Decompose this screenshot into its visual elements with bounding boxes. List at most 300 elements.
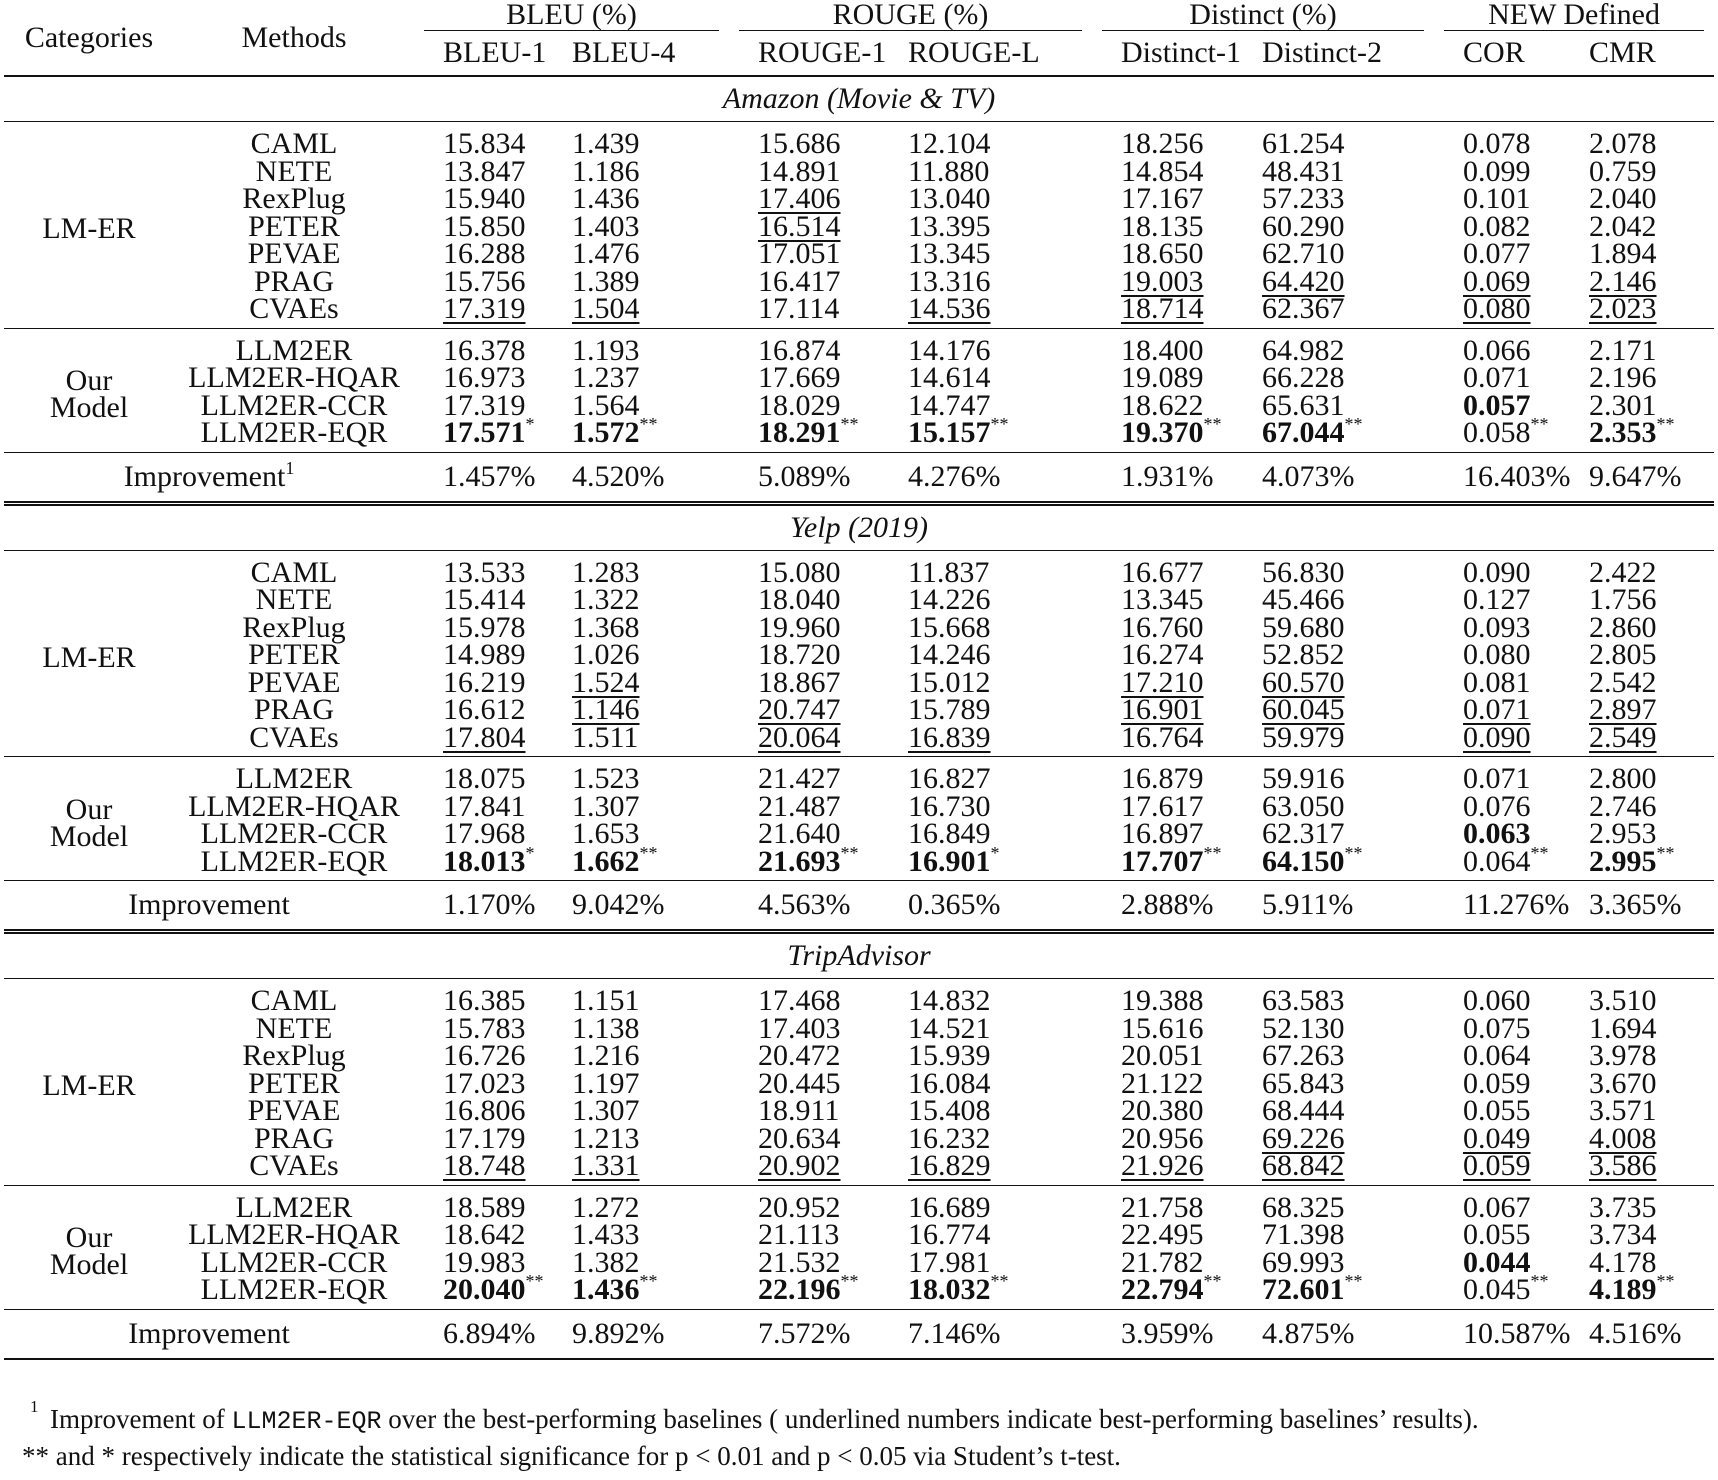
- cell-value: [1434, 388, 1575, 422]
- cell-value: [1092, 1121, 1248, 1155]
- cell-value: [414, 414, 558, 452]
- value-text: 15.756: [443, 264, 526, 298]
- value-text: 1.368: [572, 610, 640, 644]
- value-text: 13.316: [908, 264, 991, 298]
- value-text: 20.472: [758, 1039, 841, 1072]
- value-text: 22.495: [1121, 1218, 1204, 1251]
- cell-value: [1575, 638, 1714, 671]
- cell-value: [1434, 1039, 1575, 1072]
- value-text: 57.233: [1262, 182, 1345, 215]
- table-row: [4, 240, 1714, 268]
- value-text: 16.232: [908, 1121, 991, 1155]
- cell-value: [1092, 842, 1248, 881]
- value-text: 21.782: [1121, 1245, 1204, 1279]
- value-text: 15.939: [908, 1039, 991, 1072]
- improvement-value: 3.365%: [1575, 881, 1714, 932]
- significance-mark: **: [1344, 1271, 1363, 1291]
- value-text: 21.926: [1121, 1149, 1204, 1182]
- cell-value: [414, 1121, 558, 1155]
- category-our-model: [4, 328, 174, 452]
- cell-value: [1248, 1094, 1434, 1127]
- new-defined-group-header: NEW Defined: [1434, 0, 1714, 31]
- cell-value: [1434, 209, 1575, 243]
- method-name: PRAG: [253, 264, 335, 298]
- value-text: 14.521: [908, 1011, 991, 1045]
- table-row: [4, 1015, 1714, 1043]
- cell-value: [894, 182, 1092, 215]
- table-row: [4, 979, 1714, 1015]
- value-text: 17.707: [1121, 844, 1204, 878]
- value-text: 14.246: [908, 638, 991, 671]
- value-text: 14.891: [758, 154, 841, 188]
- value-text: 1.662: [572, 844, 640, 878]
- significance-mark: **: [990, 414, 1009, 434]
- method-name: CVAEs: [249, 720, 339, 754]
- method-name: PETER: [248, 209, 340, 243]
- cell-value: [1248, 757, 1434, 793]
- improvement-label: [4, 881, 414, 932]
- value-text: 17.179: [443, 1121, 526, 1155]
- cell-value: [1434, 693, 1575, 726]
- cell-value: [558, 693, 729, 726]
- improvement-value: 9.042%: [558, 881, 729, 932]
- significance-mark: **: [1656, 414, 1675, 434]
- cell-value: [729, 361, 894, 394]
- value-text: 13.533: [443, 555, 526, 589]
- cell-value: [1575, 1011, 1714, 1045]
- cell-value: [894, 264, 1092, 298]
- cell-value: [729, 264, 894, 298]
- value-text: 0.059: [1463, 1149, 1531, 1182]
- value-text: 62.317: [1262, 817, 1345, 850]
- significance-mark: **: [639, 1271, 658, 1291]
- cell-value: [1248, 1185, 1434, 1224]
- cell-value: [1248, 154, 1434, 188]
- value-text: 14.854: [1121, 154, 1204, 188]
- value-text: 16.378: [443, 333, 526, 367]
- cell-value: [1092, 1149, 1248, 1185]
- value-text: 16.829: [908, 1149, 991, 1182]
- cell-value: [1434, 1245, 1575, 1279]
- significance-mark: **: [1530, 414, 1549, 434]
- cell-value: [414, 979, 558, 1015]
- cell-value: [1575, 1121, 1714, 1155]
- cell-value: [1248, 979, 1434, 1015]
- value-text: 62.710: [1262, 237, 1345, 270]
- value-text: 3.978: [1589, 1039, 1657, 1072]
- value-text: 72.601: [1262, 1273, 1345, 1306]
- cell-value: [1575, 817, 1714, 850]
- cell-value: [894, 414, 1092, 452]
- dataset-title: Amazon (Movie & TV): [4, 76, 1714, 122]
- value-text: 14.614: [908, 361, 991, 394]
- value-text: 16.612: [443, 693, 526, 726]
- value-text: 13.395: [908, 209, 991, 243]
- value-text: 18.589: [443, 1190, 526, 1224]
- category-our-model: [4, 1185, 174, 1309]
- value-text: 2.422: [1589, 555, 1657, 589]
- cell-value: [1434, 292, 1575, 328]
- cell-value: [1434, 720, 1575, 757]
- value-text: 66.228: [1262, 361, 1345, 394]
- value-text: 45.466: [1262, 583, 1345, 616]
- significance-mark: **: [1656, 1271, 1675, 1291]
- table-row: [4, 1221, 1714, 1249]
- cell-value: [1575, 264, 1714, 298]
- value-text: 0.063: [1463, 817, 1531, 850]
- value-text: 17.571: [443, 416, 526, 449]
- cell-value: [558, 361, 729, 394]
- metric-header-rougel: ROUGE-L: [908, 36, 1040, 69]
- cell-value: [894, 292, 1092, 328]
- cell-value: [1575, 1245, 1714, 1279]
- value-text: 0.099: [1463, 154, 1531, 188]
- cell-value: [1575, 122, 1714, 158]
- cell-value: [894, 1185, 1092, 1224]
- table-row: [4, 550, 1714, 586]
- cell-value: [1575, 789, 1714, 823]
- significance-mark: **: [840, 1271, 859, 1291]
- cell-value: [558, 638, 729, 671]
- cell-value: [1434, 550, 1575, 589]
- improvement-value: 11.276%: [1434, 881, 1575, 932]
- methods-header: Methods: [241, 20, 347, 54]
- cell-value: [729, 583, 894, 616]
- improvement-label: [4, 1309, 414, 1359]
- footnote-1-suffix: over the best-performing baselines ( underlined numbers indicate best-performing baselines’ results).: [381, 1404, 1479, 1434]
- cell-value: [894, 842, 1092, 881]
- value-text: 0.080: [1463, 292, 1531, 325]
- improvement-row: [4, 881, 1714, 932]
- value-text: 68.444: [1262, 1094, 1345, 1127]
- method-name: LLM2ER-HQAR: [188, 361, 400, 394]
- cell-value: [1092, 1039, 1248, 1072]
- table-row: [4, 848, 1714, 881]
- cell-value: [414, 1011, 558, 1045]
- cell-value: [1248, 1011, 1434, 1045]
- value-text: 0.078: [1463, 127, 1531, 160]
- cell-value: [1092, 328, 1248, 367]
- value-text: 0.077: [1463, 237, 1531, 270]
- cell-value: [414, 237, 558, 270]
- value-text: 15.978: [443, 610, 526, 644]
- value-text: 1.213: [572, 1121, 640, 1155]
- cell-value: [1248, 842, 1434, 881]
- value-text: 13.847: [443, 154, 526, 188]
- cell-value: [894, 583, 1092, 616]
- cell-value: [1092, 1185, 1248, 1224]
- table-row: [4, 1042, 1714, 1070]
- footnote-1: [22, 1397, 1712, 1439]
- cell-value: [1575, 550, 1714, 589]
- value-text: 68.325: [1262, 1190, 1345, 1224]
- value-text: 21.427: [758, 762, 841, 795]
- cell-value: [1575, 1149, 1714, 1185]
- value-text: 48.431: [1262, 154, 1345, 188]
- value-text: 3.735: [1589, 1190, 1657, 1224]
- cell-value: [1434, 1094, 1575, 1127]
- categories-header: Categories: [24, 20, 154, 54]
- value-text: 11.837: [908, 555, 990, 589]
- cell-value: [1248, 720, 1434, 757]
- value-text: 0.076: [1463, 789, 1531, 823]
- value-text: 1.382: [572, 1245, 640, 1279]
- value-text: 16.973: [443, 361, 526, 394]
- footnote-1-code: LLM2ER-EQR: [231, 1407, 382, 1436]
- cell-value: [729, 693, 894, 726]
- table-row: [4, 158, 1714, 186]
- metric-header-bleu1: BLEU-1: [443, 36, 547, 69]
- cell-value: [1248, 583, 1434, 616]
- improvement-label: [4, 452, 414, 503]
- improvement-value: 1.457%: [414, 452, 558, 503]
- improvement-value: 0.365%: [894, 881, 1092, 932]
- cell-value: [1092, 550, 1248, 589]
- table-row: [4, 1125, 1714, 1153]
- value-text: 17.968: [443, 817, 526, 850]
- value-text: 16.901: [1121, 693, 1204, 726]
- table-row: [4, 696, 1714, 724]
- cell-value: [729, 979, 894, 1015]
- value-text: 0.057: [1463, 388, 1531, 422]
- method-name: CAML: [174, 122, 414, 158]
- method-name: PEVAE: [247, 1094, 341, 1127]
- cell-value: [414, 388, 558, 422]
- table-row: [4, 820, 1714, 848]
- cell-value: [729, 610, 894, 644]
- metric-header-bleu4: BLEU-4: [572, 36, 676, 69]
- value-text: 0.059: [1463, 1066, 1531, 1100]
- improvement-value: 4.516%: [1575, 1309, 1714, 1359]
- cell-value: [894, 237, 1092, 270]
- table-row: [4, 295, 1714, 328]
- value-text: 20.445: [758, 1066, 841, 1100]
- cell-value: [894, 1094, 1092, 1127]
- table-row: [4, 1276, 1714, 1309]
- cell-value: [1434, 1185, 1575, 1224]
- cell-value: [558, 550, 729, 589]
- value-text: 0.071: [1463, 762, 1531, 795]
- cell-value: [894, 789, 1092, 823]
- cell-value: [1092, 583, 1248, 616]
- improvement-value: 4.563%: [729, 881, 894, 932]
- value-text: 1.026: [572, 638, 640, 671]
- table-row: [4, 586, 1714, 614]
- method-name: CVAEs: [249, 1149, 339, 1182]
- cell-value: [1434, 979, 1575, 1015]
- cell-value: [1434, 264, 1575, 298]
- cell-value: [1434, 122, 1575, 158]
- cell-value: [1248, 122, 1434, 158]
- value-text: 1.436: [572, 1273, 640, 1306]
- cell-value: [414, 817, 558, 850]
- value-text: 13.345: [908, 237, 991, 270]
- cell-value: [729, 209, 894, 243]
- value-text: 2.953: [1589, 817, 1657, 850]
- cell-value: [558, 1271, 729, 1309]
- cell-value: [1092, 693, 1248, 726]
- method-name: RexPlug: [242, 1039, 346, 1072]
- cell-value: [1248, 414, 1434, 452]
- cell-value: [558, 182, 729, 215]
- cell-value: [1248, 1121, 1434, 1155]
- cell-value: [1092, 979, 1248, 1015]
- value-text: 16.764: [1121, 720, 1204, 754]
- value-text: 17.468: [758, 984, 841, 1017]
- cell-value: [1575, 1039, 1714, 1072]
- cell-value: [1092, 209, 1248, 243]
- table-row: [4, 724, 1714, 757]
- value-text: 21.113: [758, 1218, 840, 1251]
- value-text: 2.196: [1589, 361, 1657, 394]
- improvement-value: 6.894%: [414, 1309, 558, 1359]
- cell-value: [558, 720, 729, 757]
- dataset-title: Yelp (2019): [4, 503, 1714, 550]
- cell-value: [729, 122, 894, 158]
- cell-value: [414, 757, 558, 793]
- model-label: Model: [49, 819, 129, 853]
- value-text: 1.322: [572, 583, 640, 616]
- cell-value: [894, 720, 1092, 757]
- cell-value: [1248, 550, 1434, 589]
- value-text: 17.319: [443, 388, 526, 422]
- cell-value: [894, 154, 1092, 188]
- value-text: 0.090: [1463, 555, 1531, 589]
- value-text: 0.044: [1463, 1245, 1531, 1279]
- model-label: Model: [49, 1248, 129, 1281]
- cell-value: [894, 1121, 1092, 1155]
- improvement-row: [4, 452, 1714, 503]
- value-text: 11.880: [908, 154, 990, 188]
- cell-value: [558, 1149, 729, 1185]
- significance-mark: **: [1344, 842, 1363, 863]
- cell-value: [1434, 757, 1575, 793]
- cell-value: [1575, 665, 1714, 699]
- cell-value: [558, 264, 729, 298]
- cell-value: [414, 328, 558, 367]
- cell-value: [1434, 154, 1575, 188]
- table-row: [4, 793, 1714, 821]
- value-text: 18.748: [443, 1149, 526, 1182]
- cell-value: [414, 583, 558, 616]
- table-row: [4, 1152, 1714, 1185]
- value-text: 18.256: [1121, 127, 1204, 160]
- cell-value: [729, 1011, 894, 1045]
- cell-value: [894, 1271, 1092, 1309]
- value-text: 0.067: [1463, 1190, 1531, 1224]
- value-text: 2.042: [1589, 209, 1657, 243]
- improvement-value: 1.170%: [414, 881, 558, 932]
- improvement-row: [4, 1309, 1714, 1359]
- cell-value: [1092, 1271, 1248, 1309]
- cell-value: [729, 789, 894, 823]
- value-text: 0.064: [1463, 844, 1531, 878]
- cell-value: [414, 154, 558, 188]
- cell-value: [1248, 237, 1434, 270]
- cell-value: [414, 122, 558, 158]
- metric-header-distinct2: Distinct-2: [1262, 36, 1383, 69]
- cell-value: [1575, 842, 1714, 881]
- category-our-model: [4, 757, 174, 881]
- cell-value: [414, 182, 558, 215]
- value-text: 16.730: [908, 789, 991, 823]
- cell-value: [894, 1011, 1092, 1045]
- value-text: 1.511: [572, 720, 639, 754]
- cell-value: [1434, 1218, 1575, 1251]
- value-text: 2.800: [1589, 762, 1657, 795]
- value-text: 15.668: [908, 610, 991, 644]
- method-name: LLM2ER-EQR: [200, 416, 388, 449]
- cell-value: [414, 209, 558, 243]
- value-text: 0.075: [1463, 1011, 1531, 1045]
- value-text: 17.617: [1121, 789, 1204, 823]
- value-text: 22.196: [758, 1273, 841, 1306]
- value-text: 2.860: [1589, 610, 1657, 644]
- cell-value: [558, 328, 729, 367]
- cell-value: [414, 292, 558, 328]
- value-text: 18.720: [758, 638, 841, 671]
- value-text: 19.089: [1121, 361, 1204, 394]
- cell-value: [1575, 1185, 1714, 1224]
- cell-value: [414, 1149, 558, 1185]
- cell-value: [1434, 1121, 1575, 1155]
- method-name: LLM2ER-EQR: [200, 1273, 388, 1306]
- cell-value: [558, 665, 729, 699]
- value-text: 60.045: [1262, 693, 1345, 726]
- value-text: 19.960: [758, 610, 841, 644]
- value-text: 14.832: [908, 984, 991, 1017]
- cell-value: [894, 610, 1092, 644]
- cell-value: [1248, 1245, 1434, 1279]
- cell-value: [894, 693, 1092, 726]
- improvement-text: Improvement: [128, 1316, 290, 1350]
- value-text: 16.084: [908, 1066, 991, 1100]
- significance-mark: **: [639, 842, 658, 863]
- value-text: 16.897: [1121, 817, 1204, 850]
- cell-value: [1248, 361, 1434, 394]
- significance-mark: **: [840, 414, 859, 434]
- value-text: 16.839: [908, 720, 991, 754]
- metric-header-cmr: CMR: [1589, 36, 1656, 69]
- value-text: 19.388: [1121, 984, 1204, 1017]
- cell-value: [729, 1066, 894, 1100]
- value-text: 17.669: [758, 361, 841, 394]
- cell-value: [1248, 1149, 1434, 1185]
- cell-value: [1092, 665, 1248, 699]
- value-text: 18.867: [758, 665, 841, 699]
- value-text: 16.689: [908, 1190, 991, 1224]
- table-row: [4, 757, 1714, 793]
- significance-mark: **: [1344, 414, 1363, 434]
- cell-value: [729, 1185, 894, 1224]
- value-text: 52.852: [1262, 638, 1345, 671]
- cell-value: [729, 328, 894, 367]
- value-text: 16.514: [758, 209, 841, 243]
- value-text: 0.045: [1463, 1273, 1531, 1306]
- improvement-value: 4.276%: [894, 452, 1092, 503]
- method-name: PEVAE: [247, 237, 341, 270]
- cell-value: [414, 264, 558, 298]
- value-text: 1.439: [572, 127, 640, 160]
- value-text: 2.897: [1589, 693, 1657, 726]
- cell-value: [894, 328, 1092, 367]
- cell-value: [1575, 388, 1714, 422]
- cell-value: [1434, 182, 1575, 215]
- value-text: 15.850: [443, 209, 526, 243]
- improvement-text: Improvement: [123, 459, 286, 493]
- value-text: 1.476: [572, 237, 640, 270]
- cell-value: [1434, 328, 1575, 367]
